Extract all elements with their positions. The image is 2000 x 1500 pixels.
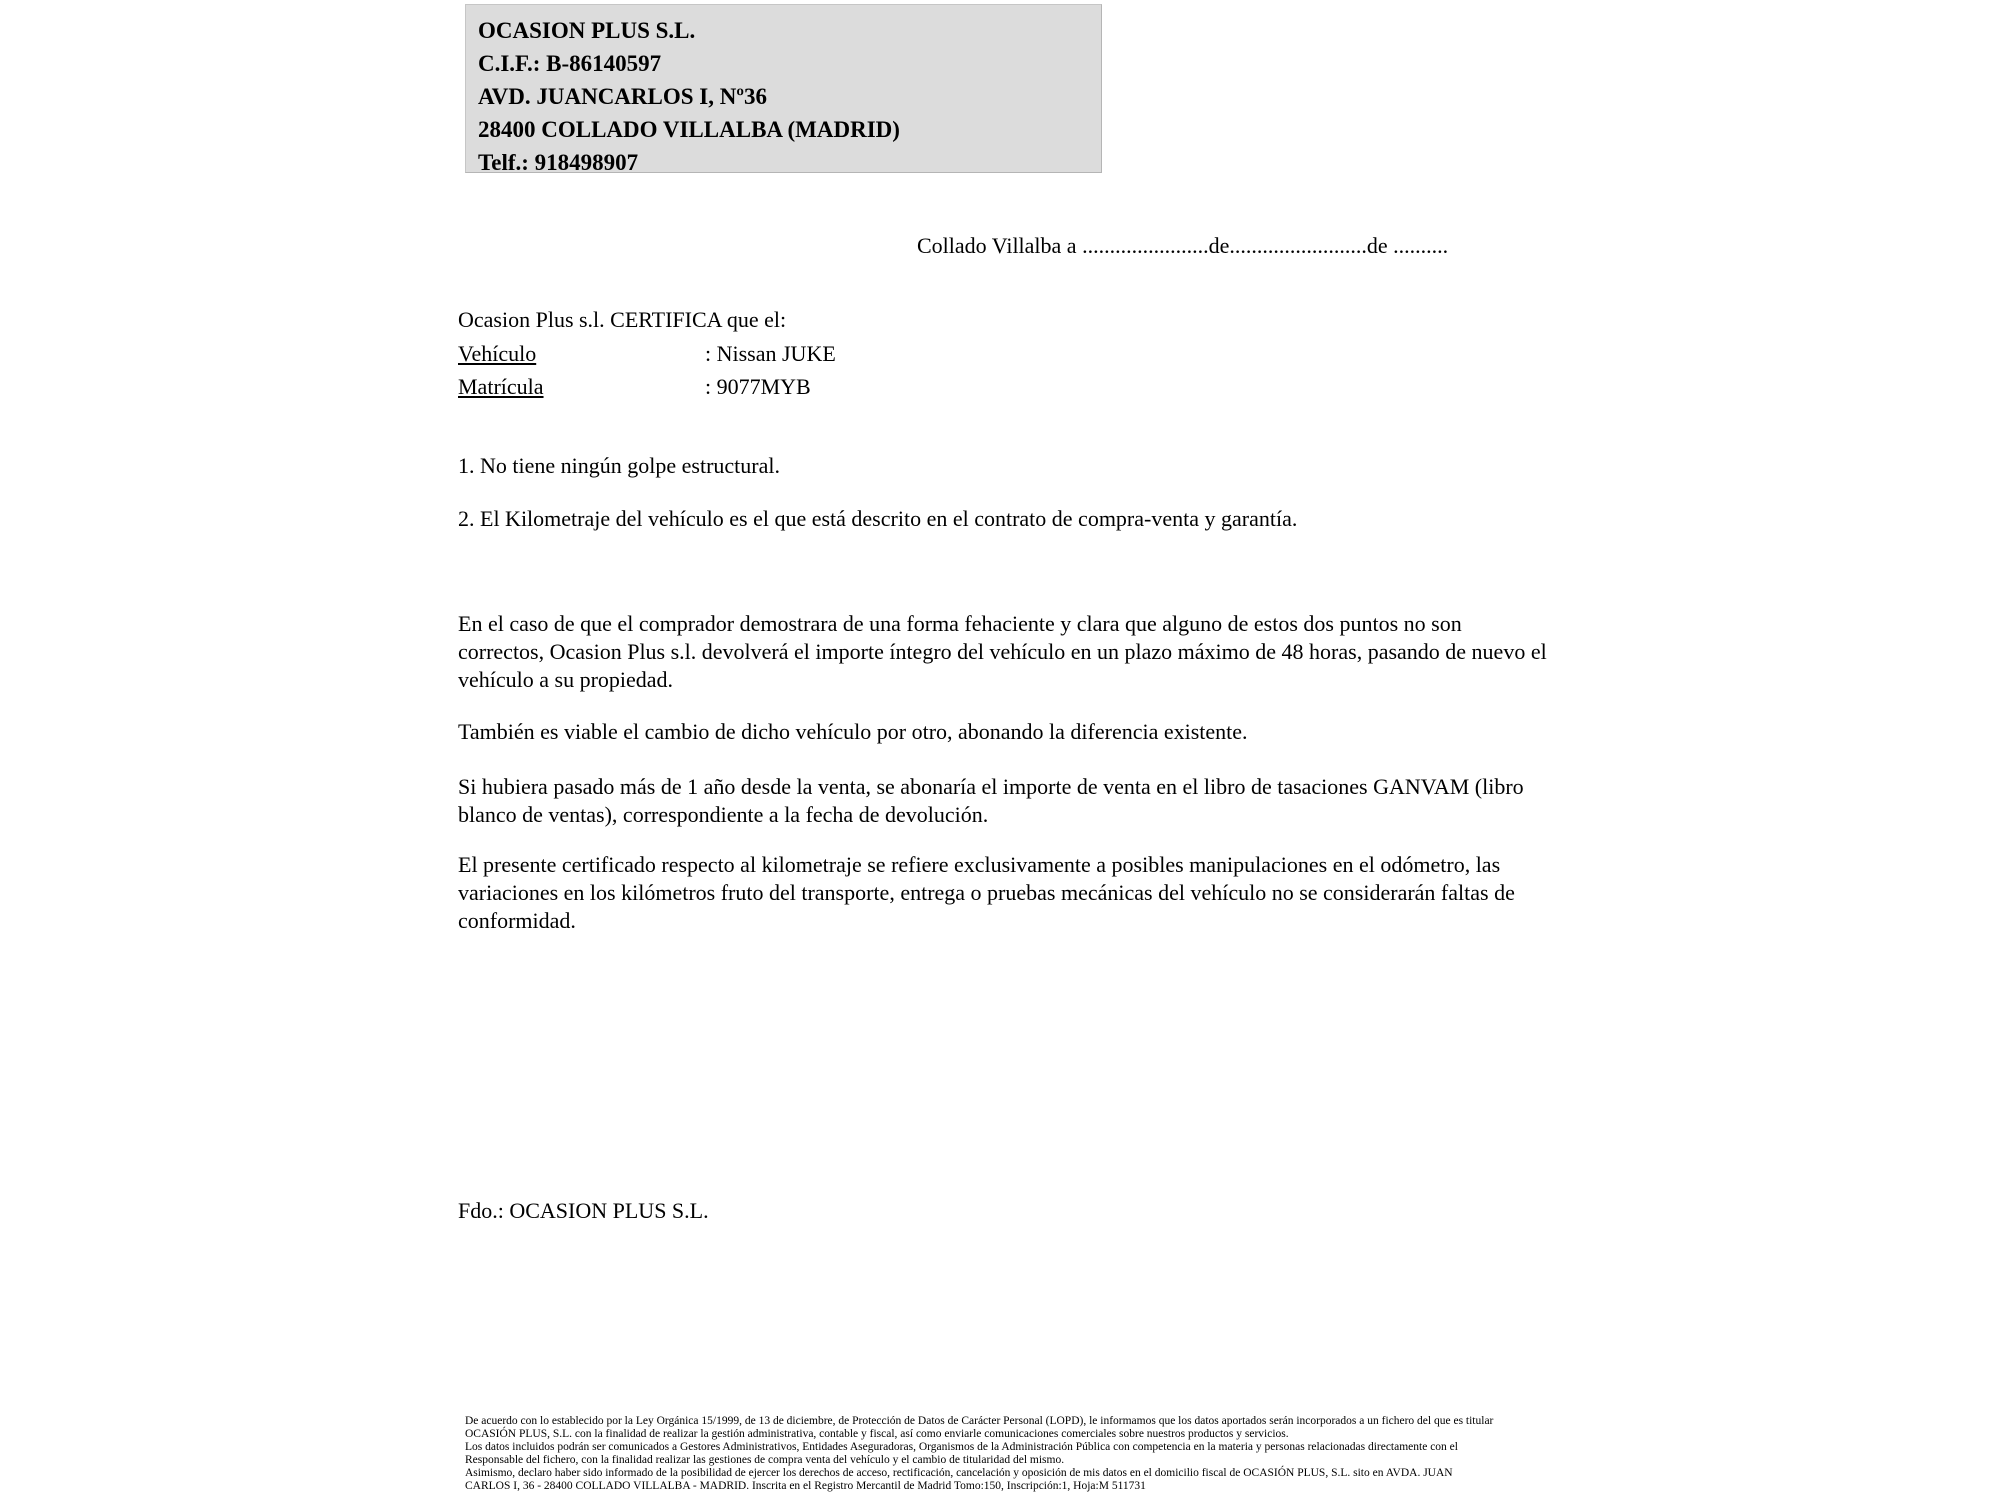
signature-line: Fdo.: OCASION PLUS S.L. [458, 1198, 709, 1223]
paragraph-exchange: También es viable el cambio de dicho vehículo por otro, abonando la diferencia existente. [458, 719, 1248, 744]
legal-notice [465, 1415, 1995, 1494]
point-1: 1. No tiene ningún golpe estructural. [458, 453, 780, 478]
paragraph-ganvam: Si hubiera pasado más de 1 año desde la venta, se abonaría el importe de venta en el libro de tasaciones GANVAM (libro blanco de ventas), correspondiente a la fecha de devolución. [458, 774, 1524, 827]
company-phone: Telf.: 918498907 [478, 150, 639, 175]
legal-line: Responsable del fichero, con la finalidad realizar las gestiones de compra venta del vehículo y el cambio de titularidad del mismo. [465, 1454, 1065, 1467]
plate-label-cell [458, 370, 705, 404]
paragraph-refund: En el caso de que el comprador demostrara de una forma fehaciente y clara que alguno de estos dos puntos no son correctos, Ocasion Plus s.l. devolverá el importe íntegro del vehículo en un plazo máximo de 48 horas, pasando de nuevo el vehículo a su propiedad. [458, 611, 1547, 692]
vehicle-row [458, 337, 836, 371]
company-address: AVD. JUANCARLOS I, Nº36 [478, 84, 767, 109]
plate-row [458, 370, 836, 404]
plate-value: : 9077MYB [705, 374, 811, 399]
paragraph-odometer: El presente certificado respecto al kilometraje se refiere exclusivamente a posibles manipulaciones en el odómetro, las variaciones en los kilómetros fruto del transporte, entrega o pruebas mecánicas del vehículo no se considerarán faltas de conformidad. [458, 852, 1515, 933]
vehicle-value: : Nissan JUKE [705, 340, 836, 366]
legal-line: OCASIÓN PLUS, S.L. con la finalidad de realizar la gestión administrativa, contable y fiscal, así como enviarle comunicaciones comerciales sobre nuestros productos y servicios. [465, 1428, 1289, 1441]
legal-line: De acuerdo con lo establecido por la Ley Orgánica 15/1999, de 13 de diciembre, de Protección de Datos de Carácter Personal (LOPD), le informamos que los datos aportados serán incorporados a un fichero del que es titular [465, 1415, 1494, 1427]
legal-line: Asimismo, declaro haber sido informado de la posibilidad de ejercer los derechos de acceso, rectificación, cancelación y oposición de mis datos en el domicilio fiscal de OCASIÓN PLUS, S.L. sito en AVDA. JUAN [465, 1467, 1453, 1480]
plate-label: Matrícula [458, 374, 544, 399]
point-2: 2. El Kilometraje del vehículo es el que está descrito en el contrato de compra-venta y garantía. [458, 506, 1298, 531]
certify-intro: Ocasion Plus s.l. CERTIFICA que el: [458, 307, 787, 332]
date-fill-in-line: Collado Villalba a .......................de.........................de .......... [917, 233, 1449, 258]
vehicle-label-cell [458, 337, 705, 371]
company-cif: C.I.F.: B-86140597 [478, 51, 662, 76]
certification-block [458, 303, 836, 404]
legal-line: CARLOS I, 36 - 28400 COLLADO VILLALBA - MADRID. Inscrita en el Registro Mercantil de Madrid Tomo:150, Inscripción:1, Hoja:M 511731 [465, 1480, 1146, 1493]
company-name: OCASION PLUS S.L. [478, 18, 696, 43]
company-city: 28400 COLLADO VILLALBA (MADRID) [478, 117, 900, 142]
company-header-box [465, 4, 1102, 173]
vehicle-label: Vehículo [458, 340, 537, 366]
legal-line: Los datos incluidos podrán ser comunicados a Gestores Administrativos, Entidades Aseguradoras, Organismos de la Administración Pública con competencia en la materia y personas relacionadas directamente con el [465, 1441, 1458, 1454]
